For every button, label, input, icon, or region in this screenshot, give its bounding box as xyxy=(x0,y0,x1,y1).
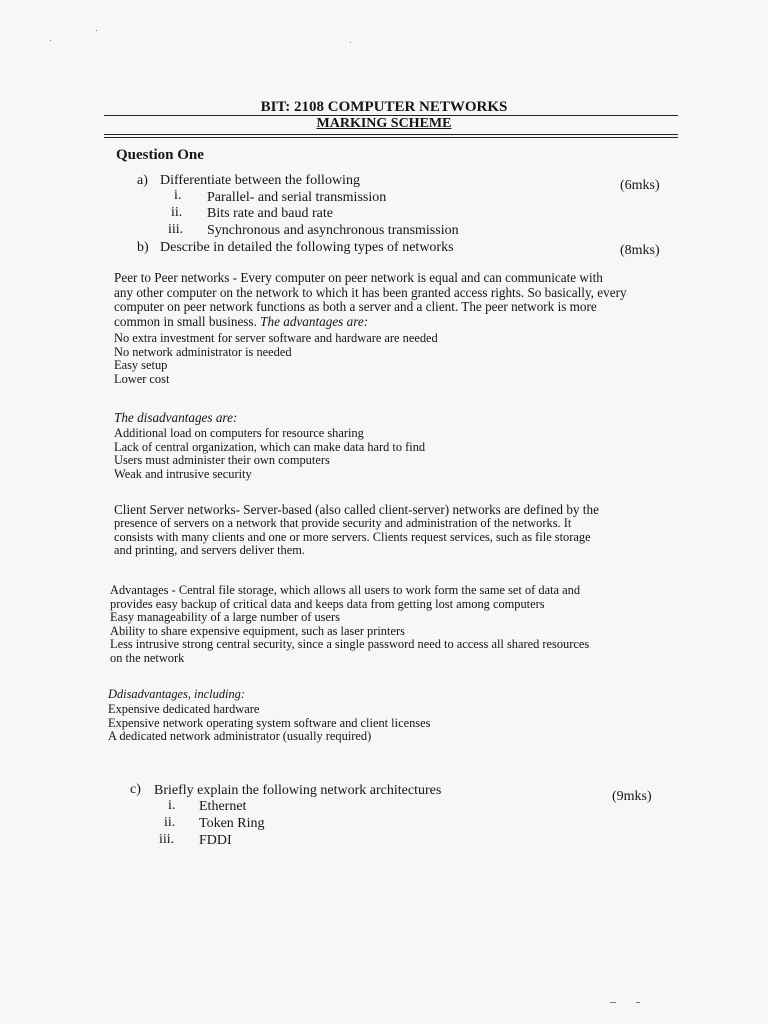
part-c-item-text: FDDI xyxy=(199,833,232,848)
part-c-item-text: Token Ring xyxy=(199,816,265,831)
list-item: on the network xyxy=(110,650,185,665)
part-c-label: c) xyxy=(130,782,141,797)
scan-speck xyxy=(50,40,51,41)
list-item: Less intrusive strong central security, since a single password need to access all shared resources xyxy=(110,637,590,652)
part-a-marks: (6mks) xyxy=(620,178,660,193)
scan-speck xyxy=(636,1002,640,1003)
document-subtitle: MARKING SCHEME xyxy=(316,116,452,131)
header-rule-bottom xyxy=(104,137,678,138)
part-b-text: Describe in detailed the following types of networks xyxy=(160,240,454,255)
part-c-marks: (9mks) xyxy=(612,789,652,804)
scan-speck xyxy=(610,1002,616,1003)
part-c-item-num: iii. xyxy=(159,832,175,847)
disadvantages-heading: The disadvantages are: xyxy=(114,410,238,425)
list-item: Additional load on computers for resource sharing xyxy=(114,426,364,440)
part-a-item-text: Parallel- and serial transmission xyxy=(207,190,387,205)
text-fragment: common in small business. xyxy=(114,313,257,329)
document-title: BIT: 2108 COMPUTER NETWORKS xyxy=(260,99,508,115)
part-b-marks: (8mks) xyxy=(620,243,660,258)
header-rule-mid xyxy=(104,134,678,135)
list-item: Easy manageability of a large number of users xyxy=(110,610,340,625)
part-a-item-text: Synchronous and asynchronous transmission xyxy=(207,223,459,238)
question-title: Question One xyxy=(116,147,204,163)
part-a-text: Differentiate between the following xyxy=(160,173,360,188)
text-line: any other computer on the network to which it has been granted access rights. So basically, every xyxy=(114,284,627,300)
part-a-item-text: Bits rate and baud rate xyxy=(207,206,333,221)
list-item: Easy setup xyxy=(114,358,168,373)
text-line: provides easy backup of critical data and keeps data from getting lost among computers xyxy=(110,596,545,611)
list-item: Lower cost xyxy=(114,371,170,386)
part-c-item-num: ii. xyxy=(164,815,176,830)
list-item: Expensive network operating system software and client licenses xyxy=(108,715,431,730)
scan-speck xyxy=(350,42,351,43)
list-item: No extra investment for server software and hardware are needed xyxy=(114,331,438,345)
part-a-item-num: iii. xyxy=(168,222,184,237)
client-server-disadvantages-heading: Ddisadvantages, including: xyxy=(108,687,245,701)
text-line xyxy=(114,315,659,330)
part-c-text: Briefly explain the following network architectures xyxy=(154,783,442,798)
client-server-disadvantages-list xyxy=(108,703,653,744)
list-item: Users must administer their own computers xyxy=(114,453,330,468)
scan-speck xyxy=(96,30,97,31)
peer-advantages-list xyxy=(114,332,659,386)
part-c-item-num: i. xyxy=(168,798,176,813)
text-line: presence of servers on a network that provide security and administration of the networks. It xyxy=(114,516,572,530)
list-item: Expensive dedicated hardware xyxy=(108,702,260,716)
part-a-label: a) xyxy=(137,173,148,188)
client-server-advantages xyxy=(110,584,655,666)
list-item: Weak and intrusive security xyxy=(114,466,252,481)
list-item: Ability to share expensive equipment, such as laser printers xyxy=(110,623,405,638)
text-line: and printing, and servers deliver them. xyxy=(114,543,305,558)
text-line: Client Server networks- Server-based (also called client-server) networks are defined by the xyxy=(114,502,599,517)
text-line: Advantages - Central file storage, which allows all users to work form the same set of data and xyxy=(110,583,581,597)
peer-disadvantages-list xyxy=(114,427,659,481)
text-line: Peer to Peer networks - Every computer on peer network is equal and can communicate with xyxy=(114,270,603,285)
list-item: No network administrator is needed xyxy=(114,344,292,359)
part-a-item-num: i. xyxy=(174,188,182,203)
part-c-item-text: Ethernet xyxy=(199,799,247,814)
client-server-paragraph xyxy=(114,503,659,558)
list-item: Lack of central organization, which can make data hard to find xyxy=(114,439,426,454)
part-a-item-num: ii. xyxy=(171,205,183,220)
list-item: A dedicated network administrator (usually required) xyxy=(108,729,372,744)
part-b-label: b) xyxy=(137,240,149,255)
peer-paragraph xyxy=(114,271,659,329)
advantages-heading: The advantages are: xyxy=(260,313,369,329)
text-line: computer on peer network functions as both a server and a client. The peer network is more xyxy=(114,299,597,314)
text-line: consists with many clients and one or more servers. Clients request services, such as file storage xyxy=(114,529,591,544)
